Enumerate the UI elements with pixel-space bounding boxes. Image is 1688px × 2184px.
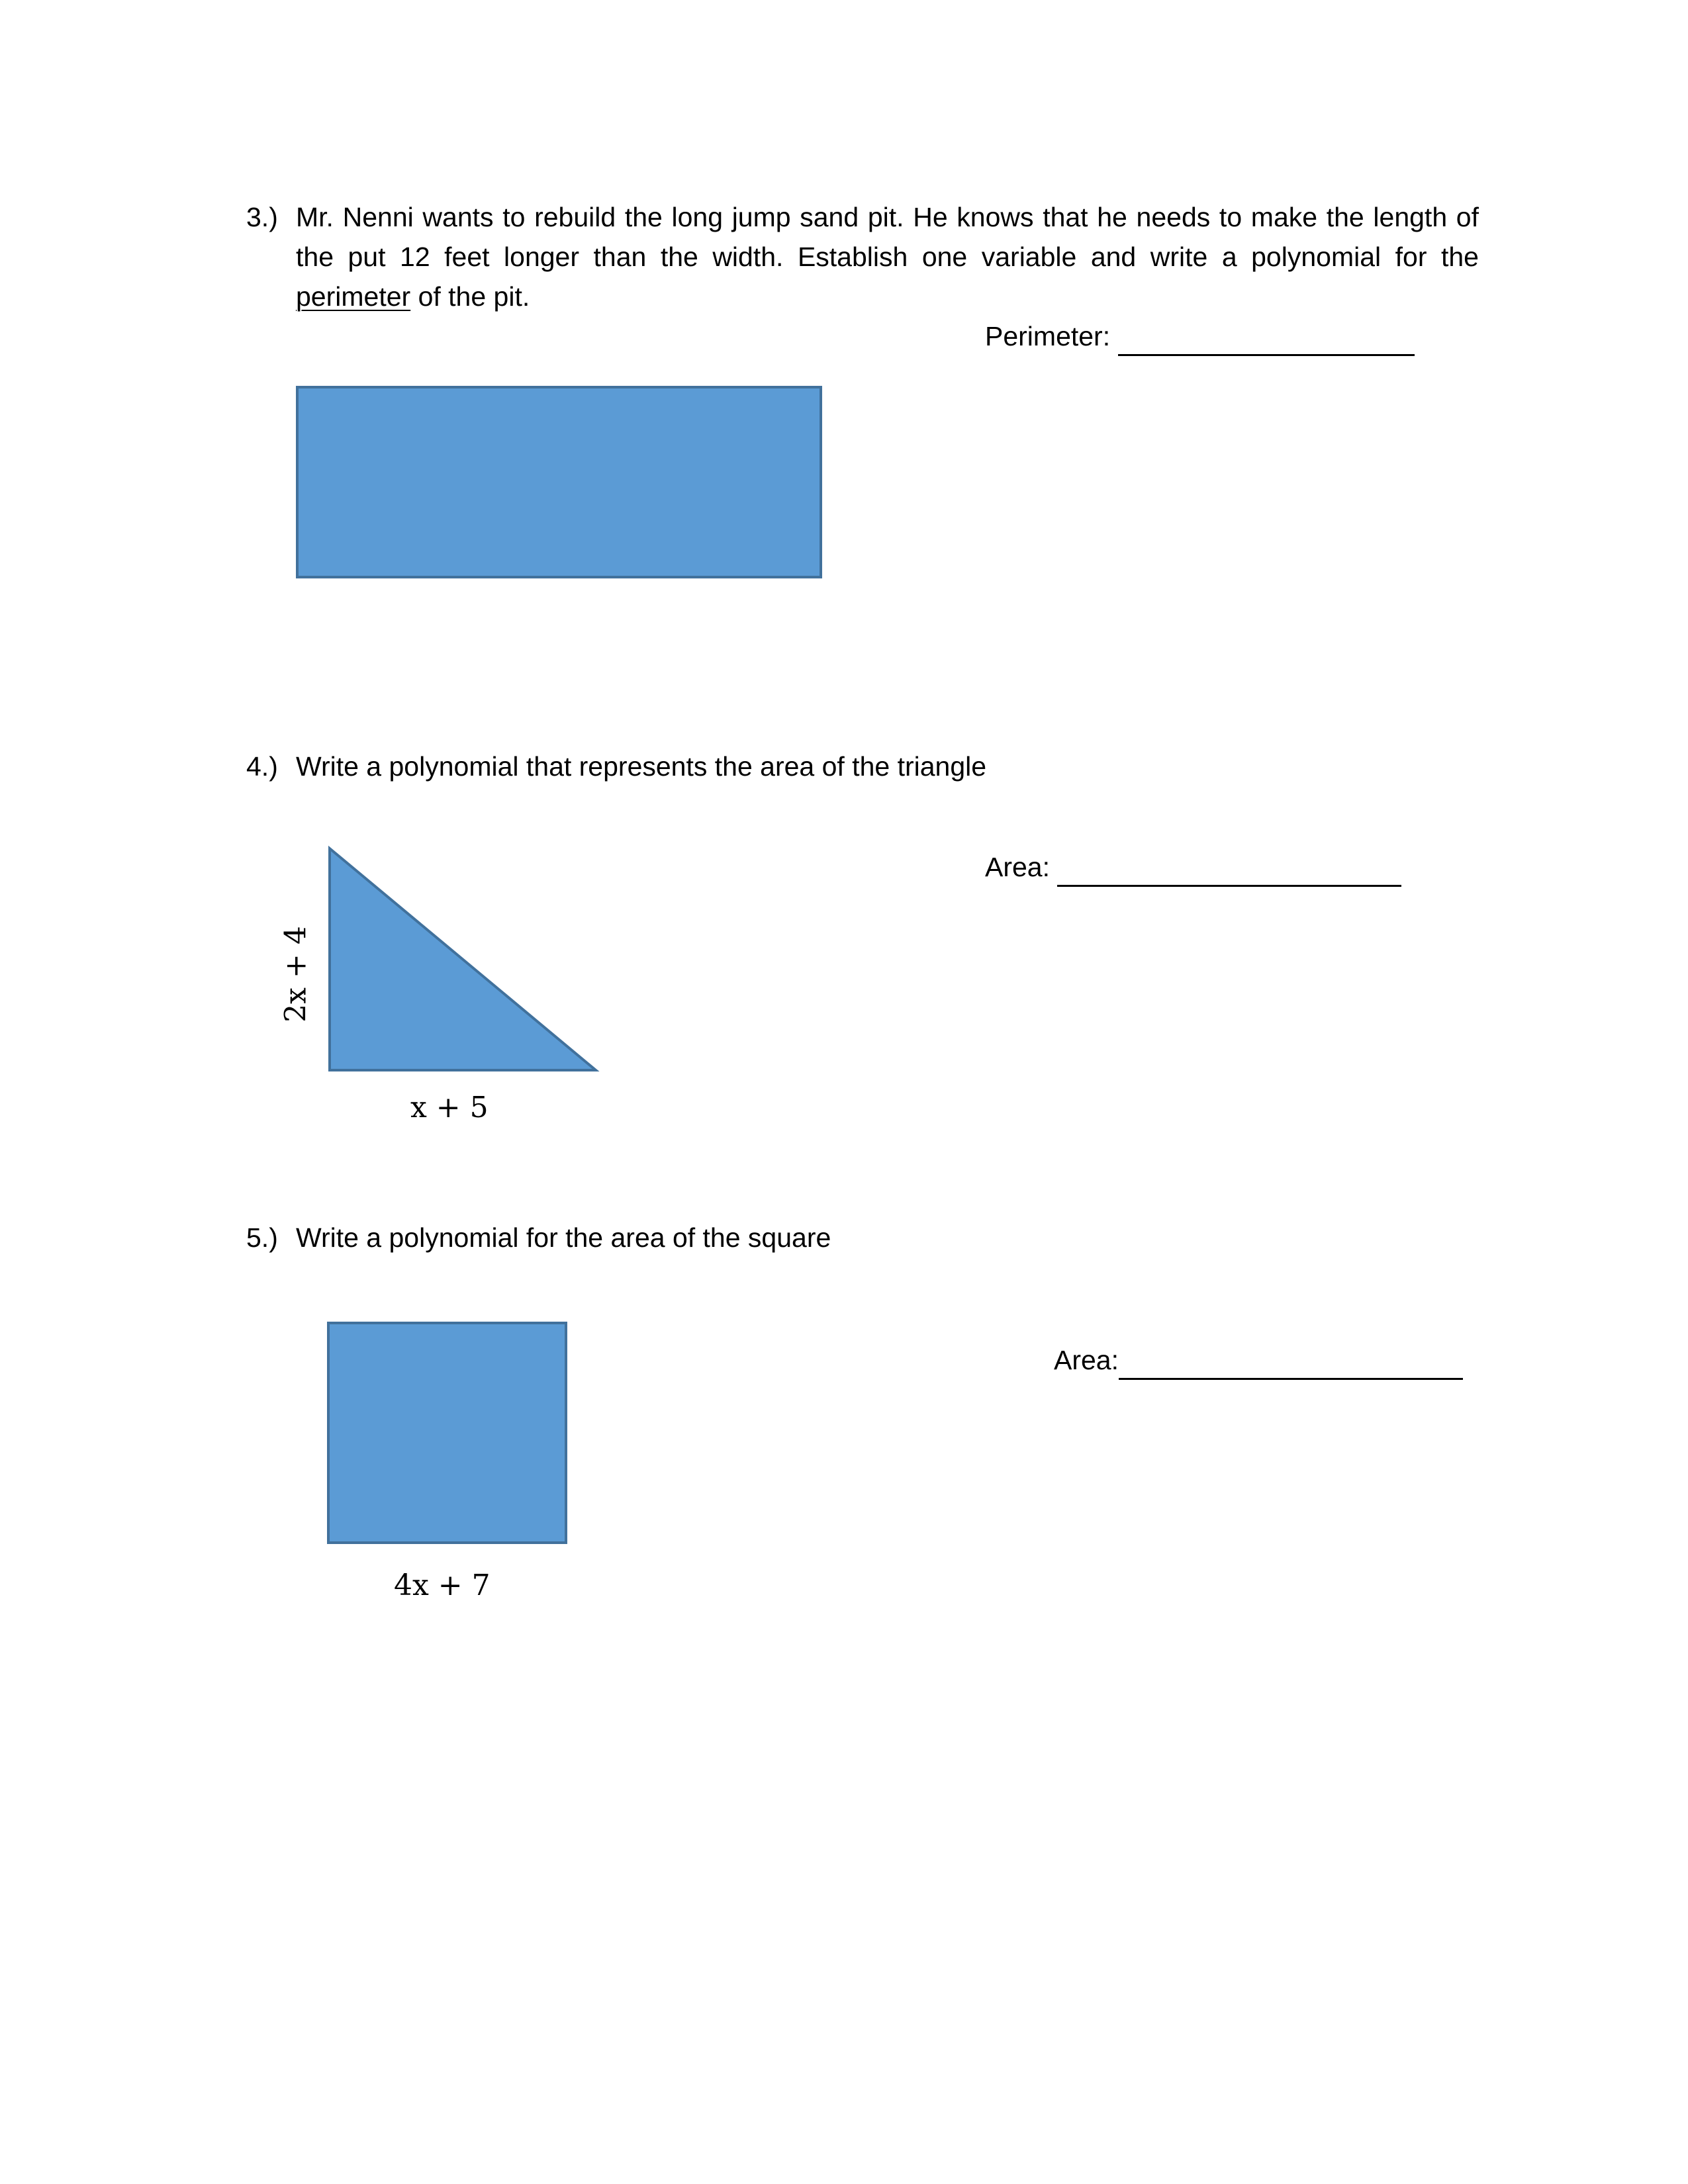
perimeter-label: Perimeter: [985,321,1118,351]
sand-pit-rectangle [297,387,821,577]
question-4-number: 4.) [246,751,278,782]
question-5-number: 5.) [246,1222,278,1253]
question-3-number: 3.) [246,202,278,232]
question-3-text-line-2: the put 12 feet longer than the width. Establish one variable and write a polynomial for the [296,242,1479,272]
triangle-height-label: 2x + 4 [279,926,313,1023]
square [328,1323,566,1543]
question-3-text-line-1: Mr. Nenni wants to rebuild the long jump sand pit. He knows that he needs to make the length of [296,202,1479,232]
question-5-text: Write a polynomial for the area of the square [296,1222,831,1253]
square-area-label: Area: [1054,1345,1119,1375]
perimeter-underlined-word: perimeter [296,281,411,312]
triangle-area-label: Area: [985,852,1058,882]
triangle-base-label: x + 5 [410,1091,489,1124]
question-3-text-line-3-rest: of the pit. [410,281,530,312]
right-triangle [330,848,596,1070]
square-side-label: 4x + 7 [394,1569,491,1602]
question-4-text: Write a polynomial that represents the area of the triangle [296,751,987,782]
